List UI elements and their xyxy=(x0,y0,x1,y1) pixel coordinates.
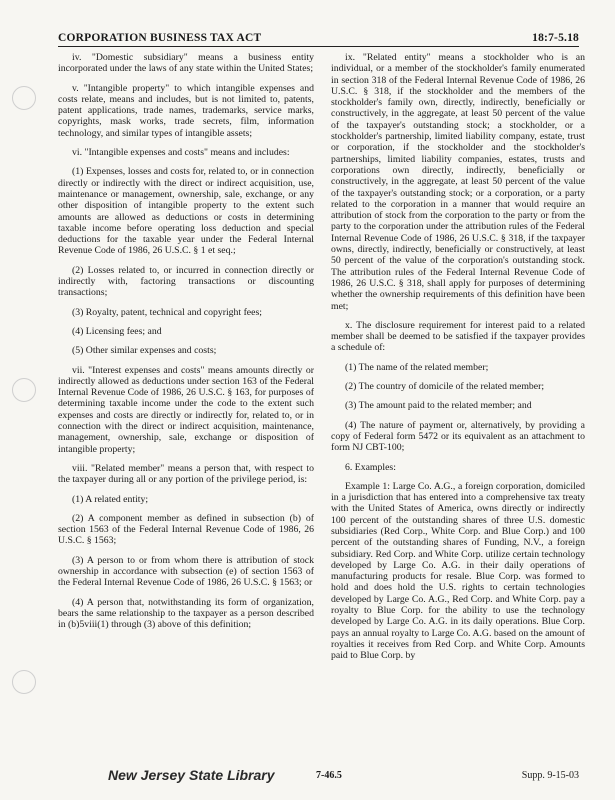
library-stamp: New Jersey State Library xyxy=(108,767,275,783)
running-header xyxy=(58,30,579,47)
page-footer xyxy=(58,766,579,786)
binder-hole-icon xyxy=(12,86,36,110)
header-title: CORPORATION BUSINESS TAX ACT xyxy=(58,32,262,44)
paragraph: (2) Losses related to, or incurred in connection directly or indirectly with, factoring transactions or discounting transactions; xyxy=(58,264,314,299)
paragraph: (3) A person to or from whom there is attribution of stock ownership in accordance with subsection (e) of section 1563 of the Federal Internal Revenue Code of 1986, 26 U.S.C. § 1563; or xyxy=(58,554,314,589)
paragraph: vii. "Interest expenses and costs" means amounts directly or indirectly allowed as deductions under section 163 of the Federal Internal Revenue Code of 1986, 26 U.S.C. § 163, for purposes of determining taxable income under the code to the extent such expenses and costs are directly or indirectly for, related to, or in connection with the direct or indirect acquisition, maintenance, management, ownership, sale, exchange or disposition of intangible property; xyxy=(58,364,314,455)
paragraph: 6. Examples: xyxy=(345,461,396,473)
supplement-date: Supp. 9-15-03 xyxy=(521,770,579,781)
paragraph: v. "Intangible property" to which intangible expenses and costs relate, means and includes, but is not limited to, patents, patent applications, trade names, trademarks, service marks, copyrights, mask works, trade secrets, film, information technology, and similar types of intangible assets; xyxy=(58,82,314,139)
paragraph: (4) Licensing fees; and xyxy=(72,325,162,337)
binder-hole-icon xyxy=(12,378,36,402)
paragraph: (2) A component member as defined in subsection (b) of section 1563 of the Federal Internal Revenue Code of 1986, 26 U.S.C. § 1563; xyxy=(58,512,314,547)
header-section: 18:7-5.18 xyxy=(532,32,579,44)
paragraph: iv. "Domestic subsidiary" means a business entity incorporated under the laws of any state within the United States; xyxy=(58,52,314,75)
paragraph: (3) Royalty, patent, technical and copyright fees; xyxy=(72,306,262,318)
paragraph: viii. "Related member" means a person that, with respect to the taxpayer during all or any portion of the privilege period, is: xyxy=(58,462,314,486)
paragraph: (5) Other similar expenses and costs; xyxy=(72,345,217,357)
paragraph: (3) The amount paid to the related member; and xyxy=(345,400,532,412)
paragraph: x. The disclosure requirement for interest paid to a related member shall be deemed to be satisfied if the taxpayer provides a schedule of: xyxy=(331,319,585,354)
paragraph: (2) The country of domicile of the related member; xyxy=(345,381,545,393)
paragraph: vi. "Intangible expenses and costs" means and includes: xyxy=(72,147,290,159)
paragraph: (4) A person that, notwithstanding its form of organization, bears the same relationship to the taxpayer as a person described in (b)5viii(1) through (3) above of this definition; xyxy=(58,596,314,631)
paragraph: (1) A related entity; xyxy=(72,493,149,505)
paragraph: (4) The nature of payment or, alternatively, by providing a copy of Federal form 5472 or its equivalent as an attachment to form NJ CBT-100; xyxy=(331,419,585,454)
paragraph: (1) Expenses, losses and costs for, related to, or in connection directly or indirectly with the direct or indirect acquisition, use, maintenance or management, ownership, sale, exchange, or any other disposition of intangible property to the extent such amounts are allowed as deductions or costs in determining taxable income before operating loss deduction and special deductions for the taxable year under the Federal Internal Revenue Code of 1986, 26 U.S.C. § 1 et seq.; xyxy=(58,166,314,257)
binder-hole-icon xyxy=(12,670,36,694)
paragraph: (1) The name of the related member; xyxy=(345,361,489,373)
paragraph: ix. "Related entity" means a stockholder who is an individual, or a member of the stockholder's family enumerated in section 318 of the Federal Internal Revenue Code of 1986, 26 U.S.C. § 318, if the stockholder and the members of the stockholder's family own, directly, indirectly, beneficially or constructively, in the aggregate, at least 50 percent of the value of the taxpayer's outstanding stock; a stockholder, or a stockholder's partnership, limited liability company, estate, trust or corporation, if the stockholder and the stockholder's partnerships, limited liability companies, estates, trusts and corporations own directly, indirectly, beneficially or constructively, in the aggregate, at least 50 percent of the value of the taxpayer's outstanding stock; or a corporation, or a party related to the corporation in a manner that would require an attribution of stock from the corporation to the party or from the party to the corporation under the attribution rules of the Federal Internal Revenue Code of 1986, 26 U.S.C. § 318, if the taxpayer owns, directly, indirectly, beneficially or constructively, at least 50 percent of the value of the corporation's outstanding stock. The attribution rules of the Federal Internal Revenue Code of 1986, 26 U.S.C. § 318, shall apply for purposes of determining whether the ownership requirements of this definition have been met; xyxy=(331,52,585,312)
left-column xyxy=(58,52,314,638)
right-column xyxy=(331,52,585,670)
paragraph: Example 1: Large Co. A.G., a foreign corporation, domiciled in a jurisdiction that has entered into a comprehensive tax treaty with the United States of America, owns directly or indirectly 100 percent of the outstanding shares of three U.S. domestic subsidiaries (Red Corp., White Corp. and Blue Corp.) and 100 percent of the outstanding shares of Funding, N.V., a foreign subsidiary. Red Corp. and White Corp. utilize certain technology developed by Large Co. A.G. in their daily operations of manufacturing products for resale. Blue Corp. was formed to hold and does hold the U.S. rights to certain technologies developed by Large Co. A.G., Red Corp. and White Corp. pay a royalty to Blue Corp. for the ability to use the technology developed by Large Co. A.G. in its daily operations. Blue Corp. pays an annual royalty to Large Co. A.G. based on the amount of royalties it receives from Red Corp. and White Corp. Amounts paid to Blue Corp. by xyxy=(331,480,585,662)
page-number: 7-46.5 xyxy=(316,770,342,781)
